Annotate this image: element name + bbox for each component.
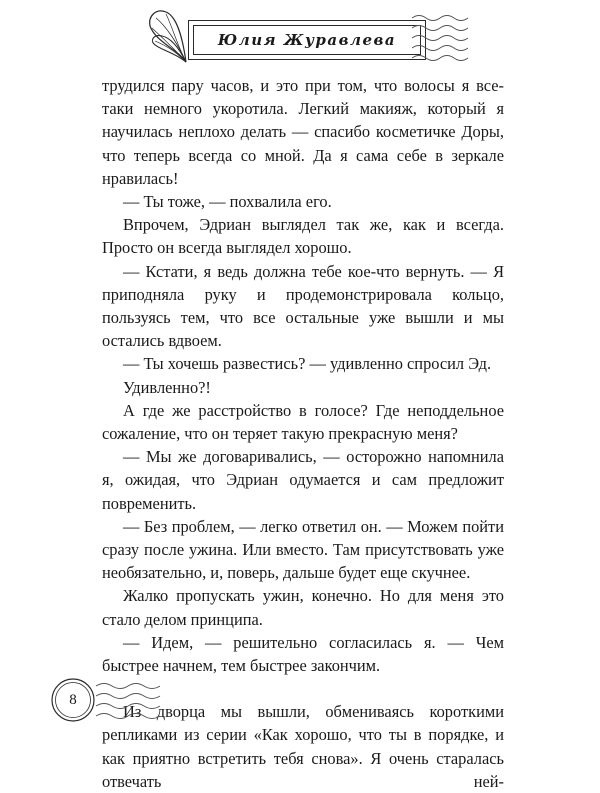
paragraph: — Кстати, я ведь должна тебе кое-что вернуть. — Я приподняла руку и продемонстрировала кольцо, пользуясь тем, что все остальные уже вышли и мы остались вдвоем. (102, 261, 504, 351)
page-header (0, 0, 600, 80)
page-number: 8 (69, 691, 77, 708)
postmark-waves-icon (94, 680, 170, 724)
paragraph: трудился пару часов, и это при том, что волосы я все-таки немного укоротила. Легкий макияж, который я научилась неплохо делать — спасибо косметичке Доры, что теперь всегда со мной. Да я сама себе в зеркале нравилась! (102, 76, 504, 188)
paragraph: Жалко пропускать ужин, конечно. Но для меня это стало делом принципа. (102, 586, 504, 629)
postmark-waves-icon (410, 10, 470, 66)
paragraph: — Ты тоже, — похвалила его. (123, 192, 332, 212)
paragraph: — Ты хочешь развестись? — удивленно спросил Эд. (123, 354, 492, 374)
author-stamp-frame (188, 20, 426, 60)
paragraph: Впрочем, Эдриан выглядел так же, как и всегда. Просто он всегда выглядел хорошо. (102, 215, 504, 258)
paragraph: Из дворца мы вышли, обмениваясь короткими репликами из серии «Как хорошо, что ты в порядке, и как приятно встретить тебя снова». Я очень старалась отвечать ней- (102, 702, 504, 791)
paragraph: А где же расстройство в голосе? Где неподдельное сожаление, что он теряет такую прекрасную меня? (102, 400, 504, 444)
paragraph: Удивленно?! (123, 377, 211, 397)
paragraph: — Без проблем, — легко ответил он. — Можем пойти сразу после ужина. Или вместо. Там присутствовать уже необязательно, и, поверь, дальше будет еще скучнее. (102, 516, 504, 583)
paragraph: — Идем, — решительно согласилась я. — Чем быстрее начнем, тем быстрее закончим. (102, 632, 504, 676)
butterfly-wing-icon (146, 4, 190, 66)
author-name: Юлия Журавлева (217, 31, 397, 49)
paragraph: — Мы же договаривались, — осторожно напомнила я, ожидая, что Эдриан одумается и сам предложит повременить. (102, 447, 504, 513)
